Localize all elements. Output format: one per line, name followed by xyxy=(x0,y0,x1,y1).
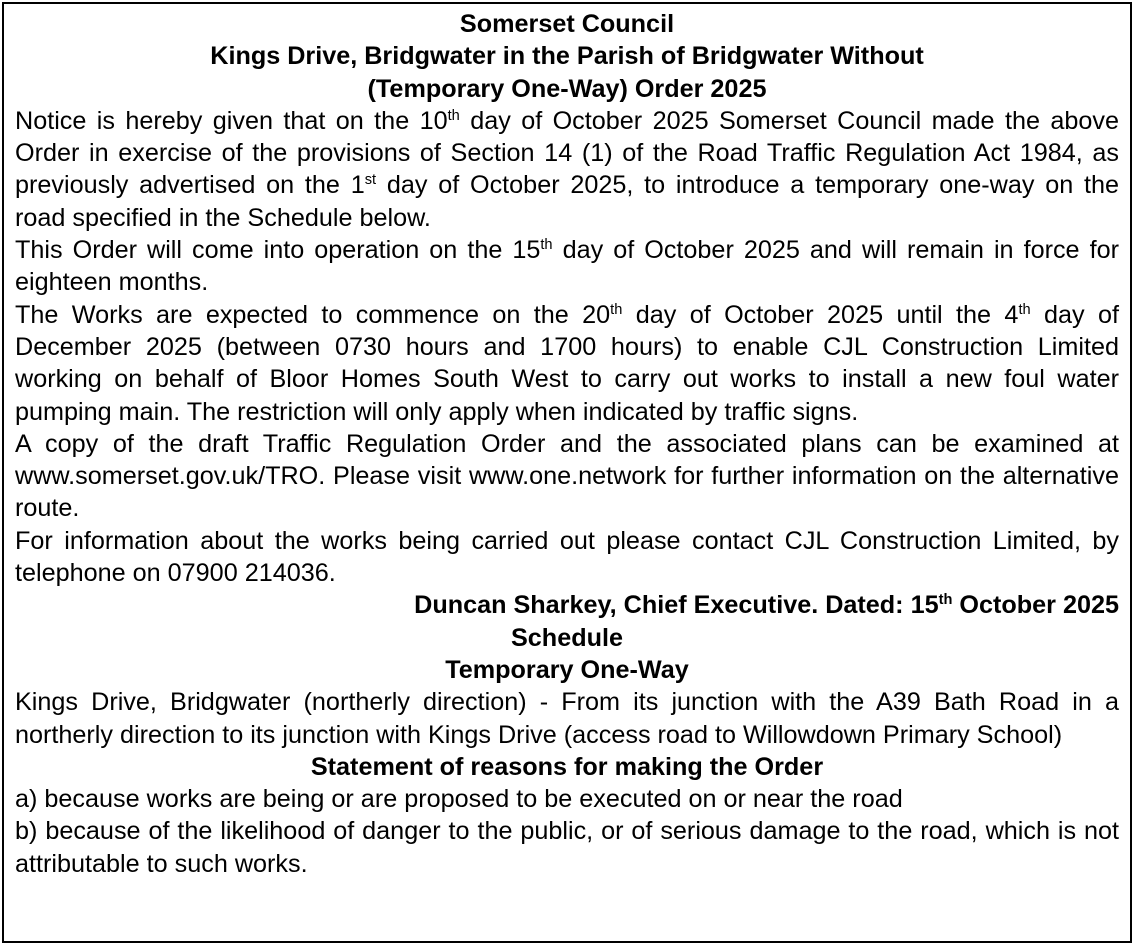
signoff xyxy=(15,589,1119,621)
operation-text: day of October 2025 and will remain in force for eighteen months. xyxy=(15,236,1119,297)
contact-paragraph: For information about the works being carried out please contact CJL Construction Limited, by telephone on 07900 214036. xyxy=(15,526,1119,588)
ordinal-suffix: th xyxy=(540,237,553,254)
council-name: Somerset Council xyxy=(459,10,675,38)
notice-text: day of October 2025 Somerset Council made the above Order in exercise of the provisions of Section 14 (1) of the Road Traffic Regulation Act 1984, as previously advertised on the 1 xyxy=(15,106,1119,200)
ordinal-suffix: th xyxy=(447,107,460,124)
works-text: day of December 2025 (between 0730 hours and 1700 hours) to enable CJL Construction Limited working on behalf of Bloor Homes South West to carry out works to install a new foul water pumping main. The restriction will only apply when indicated by traffic signs. xyxy=(15,300,1119,426)
ordinal-suffix: th xyxy=(610,301,623,318)
signoff-text: Duncan Sharkey, Chief Executive. Dated: 15 xyxy=(414,591,939,620)
schedule-heading: Schedule xyxy=(511,623,623,652)
documents-paragraph: A copy of the draft Traffic Regulation Order and the associated plans can be examined at www.somerset.gov.uk/TRO. Please visit www.one.network for further information on the alternative route. xyxy=(15,429,1119,523)
reasons-heading: Statement of reasons for making the Order xyxy=(310,752,824,781)
notice-text: Notice is hereby given that on the 10 xyxy=(15,106,448,135)
schedule-text: Kings Drive, Bridgwater (northerly direction) - From its junction with the A39 Bath Road in a northerly direction to its junction with Kings Drive (access road to Willowdown Primary School) xyxy=(15,688,1119,749)
operation-paragraph xyxy=(15,234,1119,299)
public-notice xyxy=(2,2,1132,943)
order-title-line2: (Temporary One-Way) Order 2025 xyxy=(367,74,767,103)
works-text: The Works are expected to commence on the 20 xyxy=(15,300,611,329)
works-text: day of October 2025 until the 4 xyxy=(622,300,1019,329)
ordinal-suffix: st xyxy=(364,172,377,189)
notice-text: day of October 2025, to introduce a temporary one-way on the road specified in the Schedule below. xyxy=(15,171,1119,232)
works-paragraph xyxy=(15,299,1119,428)
reason-b: b) because of the likelihood of danger to the public, or of serious damage to the road, which is not attributable to such works. xyxy=(15,817,1119,878)
operation-text: This Order will come into operation on the 15 xyxy=(15,236,541,265)
ordinal-suffix: th xyxy=(1018,301,1031,318)
ordinal-suffix: th xyxy=(938,592,953,609)
notice-paragraph xyxy=(15,105,1119,234)
order-title-line1: Kings Drive, Bridgwater in the Parish of Bridgwater Without xyxy=(210,42,924,71)
reason-a: a) because works are being or are proposed to be executed on or near the road xyxy=(15,785,903,814)
schedule-subheading: Temporary One-Way xyxy=(445,655,689,684)
signoff-text: October 2025 xyxy=(952,591,1119,620)
